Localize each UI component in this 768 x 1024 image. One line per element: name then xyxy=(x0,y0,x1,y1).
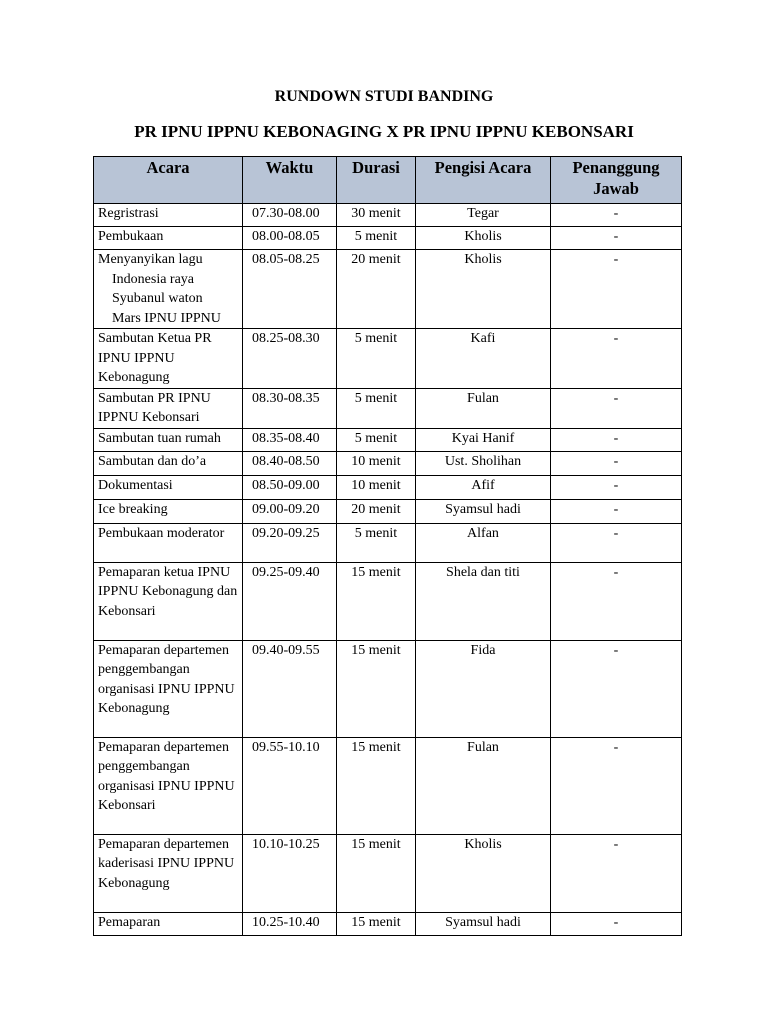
cell-pengisi-acara: Tegar xyxy=(416,204,551,227)
acara-text: Menyanyikan lagu xyxy=(98,252,203,267)
cell-acara xyxy=(94,523,243,562)
cell-waktu: 08.05-08.25 xyxy=(243,250,337,329)
cell-durasi: 5 menit xyxy=(337,227,416,250)
cell-acara xyxy=(94,250,243,329)
cell-pengisi-acara: Syamsul hadi xyxy=(416,499,551,523)
acara-text: Pembukaan moderator xyxy=(98,525,225,541)
cell-pengisi-acara: Alfan xyxy=(416,523,551,562)
cell-pengisi-acara: Fida xyxy=(416,640,551,737)
cell-durasi: 20 menit xyxy=(337,499,416,523)
cell-acara xyxy=(94,388,243,428)
cell-waktu: 09.00-09.20 xyxy=(243,499,337,523)
table-row xyxy=(94,737,682,834)
cell-waktu: 08.40-08.50 xyxy=(243,451,337,475)
table-row xyxy=(94,428,682,451)
table-row xyxy=(94,388,682,428)
cell-durasi: 15 menit xyxy=(337,912,416,935)
cell-pengisi-acara: Shela dan titi xyxy=(416,562,551,640)
cell-penanggung-jawab: - xyxy=(551,834,682,912)
acara-text: Dokumentasi xyxy=(98,477,173,493)
cell-waktu: 08.35-08.40 xyxy=(243,428,337,451)
cell-acara xyxy=(94,499,243,523)
cell-penanggung-jawab: - xyxy=(551,388,682,428)
cell-waktu: 08.30-08.35 xyxy=(243,388,337,428)
cell-waktu: 09.20-09.25 xyxy=(243,523,337,562)
acara-subitem: Indonesia raya xyxy=(112,271,195,287)
acara-text: Regristrasi xyxy=(98,206,159,221)
cell-waktu: 09.55-10.10 xyxy=(243,737,337,834)
cell-acara xyxy=(94,204,243,227)
cell-pengisi-acara: Kafi xyxy=(416,329,551,389)
cell-durasi: 15 menit xyxy=(337,737,416,834)
cell-waktu: 08.25-08.30 xyxy=(243,329,337,389)
cell-penanggung-jawab: - xyxy=(551,562,682,640)
acara-subitem: Mars IPNU IPPNU xyxy=(112,310,221,326)
cell-pengisi-acara: Fulan xyxy=(416,388,551,428)
cell-penanggung-jawab: - xyxy=(551,523,682,562)
cell-durasi: 10 menit xyxy=(337,475,416,499)
cell-pengisi-acara: Kyai Hanif xyxy=(416,428,551,451)
document-subtitle: PR IPNU IPPNU KEBONAGING X PR IPNU IPPNU KEBONSARI xyxy=(134,122,634,141)
cell-penanggung-jawab: - xyxy=(551,451,682,475)
table-row xyxy=(94,834,682,912)
table-row xyxy=(94,523,682,562)
acara-text: Sambutan Ketua PR IPNU IPPNU Kebonagung xyxy=(98,331,212,385)
header-durasi: Durasi xyxy=(337,157,416,204)
table-row xyxy=(94,204,682,227)
cell-durasi: 30 menit xyxy=(337,204,416,227)
cell-pengisi-acara: Ust. Sholihan xyxy=(416,451,551,475)
cell-waktu: 08.00-08.05 xyxy=(243,227,337,250)
table-row xyxy=(94,475,682,499)
table-row xyxy=(94,250,682,329)
cell-penanggung-jawab: - xyxy=(551,204,682,227)
cell-acara xyxy=(94,834,243,912)
header-waktu: Waktu xyxy=(243,157,337,204)
cell-acara xyxy=(94,640,243,737)
cell-acara xyxy=(94,428,243,451)
acara-text: Pemaparan xyxy=(98,914,161,930)
acara-text: Pemaparan departemen kaderisasi IPNU IPPNU Kebonagung xyxy=(98,836,235,891)
cell-acara xyxy=(94,737,243,834)
cell-pengisi-acara: Afif xyxy=(416,475,551,499)
table-row xyxy=(94,912,682,935)
acara-text: Pembukaan xyxy=(98,229,164,244)
cell-penanggung-jawab: - xyxy=(551,737,682,834)
cell-penanggung-jawab: - xyxy=(551,428,682,451)
cell-acara xyxy=(94,451,243,475)
header-pengisi-acara: Pengisi Acara xyxy=(416,157,551,204)
table-row xyxy=(94,451,682,475)
cell-durasi: 20 menit xyxy=(337,250,416,329)
cell-penanggung-jawab: - xyxy=(551,250,682,329)
acara-text: Sambutan dan do’a xyxy=(98,453,207,469)
cell-durasi: 15 menit xyxy=(337,834,416,912)
acara-text: Sambutan tuan rumah xyxy=(98,430,221,446)
cell-penanggung-jawab: - xyxy=(551,912,682,935)
acara-text: Pemaparan departemen penggembangan organisasi IPNU IPPNU Kebonagung xyxy=(98,642,235,716)
acara-text: Pemaparan ketua IPNU IPPNU Kebonagung dan Kebonsari xyxy=(98,564,238,619)
table-header-row xyxy=(94,157,682,204)
cell-durasi: 5 menit xyxy=(337,523,416,562)
cell-durasi: 15 menit xyxy=(337,640,416,737)
cell-pengisi-acara: Kholis xyxy=(416,250,551,329)
cell-acara xyxy=(94,329,243,389)
cell-penanggung-jawab: - xyxy=(551,227,682,250)
header-acara: Acara xyxy=(94,157,243,204)
acara-subitem: Syubanul waton xyxy=(112,291,203,306)
cell-penanggung-jawab: - xyxy=(551,475,682,499)
table-body xyxy=(94,204,682,936)
cell-durasi: 15 menit xyxy=(337,562,416,640)
rundown-table xyxy=(93,156,682,936)
cell-pengisi-acara: Kholis xyxy=(416,834,551,912)
cell-acara xyxy=(94,912,243,935)
cell-penanggung-jawab: - xyxy=(551,329,682,389)
cell-waktu: 10.25-10.40 xyxy=(243,912,337,935)
cell-durasi: 10 menit xyxy=(337,451,416,475)
acara-text: Pemaparan departemen penggembangan organisasi IPNU IPPNU Kebonsari xyxy=(98,739,235,813)
cell-waktu: 07.30-08.00 xyxy=(243,204,337,227)
cell-durasi: 5 menit xyxy=(337,428,416,451)
table-row xyxy=(94,329,682,389)
cell-waktu: 09.40-09.55 xyxy=(243,640,337,737)
cell-pengisi-acara: Kholis xyxy=(416,227,551,250)
document-title: RUNDOWN STUDI BANDING xyxy=(274,88,494,105)
cell-waktu: 08.50-09.00 xyxy=(243,475,337,499)
cell-pengisi-acara: Fulan xyxy=(416,737,551,834)
cell-waktu: 09.25-09.40 xyxy=(243,562,337,640)
table-row xyxy=(94,562,682,640)
table-row xyxy=(94,227,682,250)
cell-acara xyxy=(94,562,243,640)
table-row xyxy=(94,640,682,737)
cell-penanggung-jawab: - xyxy=(551,499,682,523)
cell-acara xyxy=(94,227,243,250)
cell-waktu: 10.10-10.25 xyxy=(243,834,337,912)
cell-penanggung-jawab: - xyxy=(551,640,682,737)
header-penanggung-jawab: Penanggung Jawab xyxy=(551,157,682,204)
cell-acara xyxy=(94,475,243,499)
table-row xyxy=(94,499,682,523)
cell-durasi: 5 menit xyxy=(337,388,416,428)
acara-text: Sambutan PR IPNU IPPNU Kebonsari xyxy=(98,390,211,425)
acara-text: Ice breaking xyxy=(98,501,168,517)
cell-durasi: 5 menit xyxy=(337,329,416,389)
cell-pengisi-acara: Syamsul hadi xyxy=(416,912,551,935)
